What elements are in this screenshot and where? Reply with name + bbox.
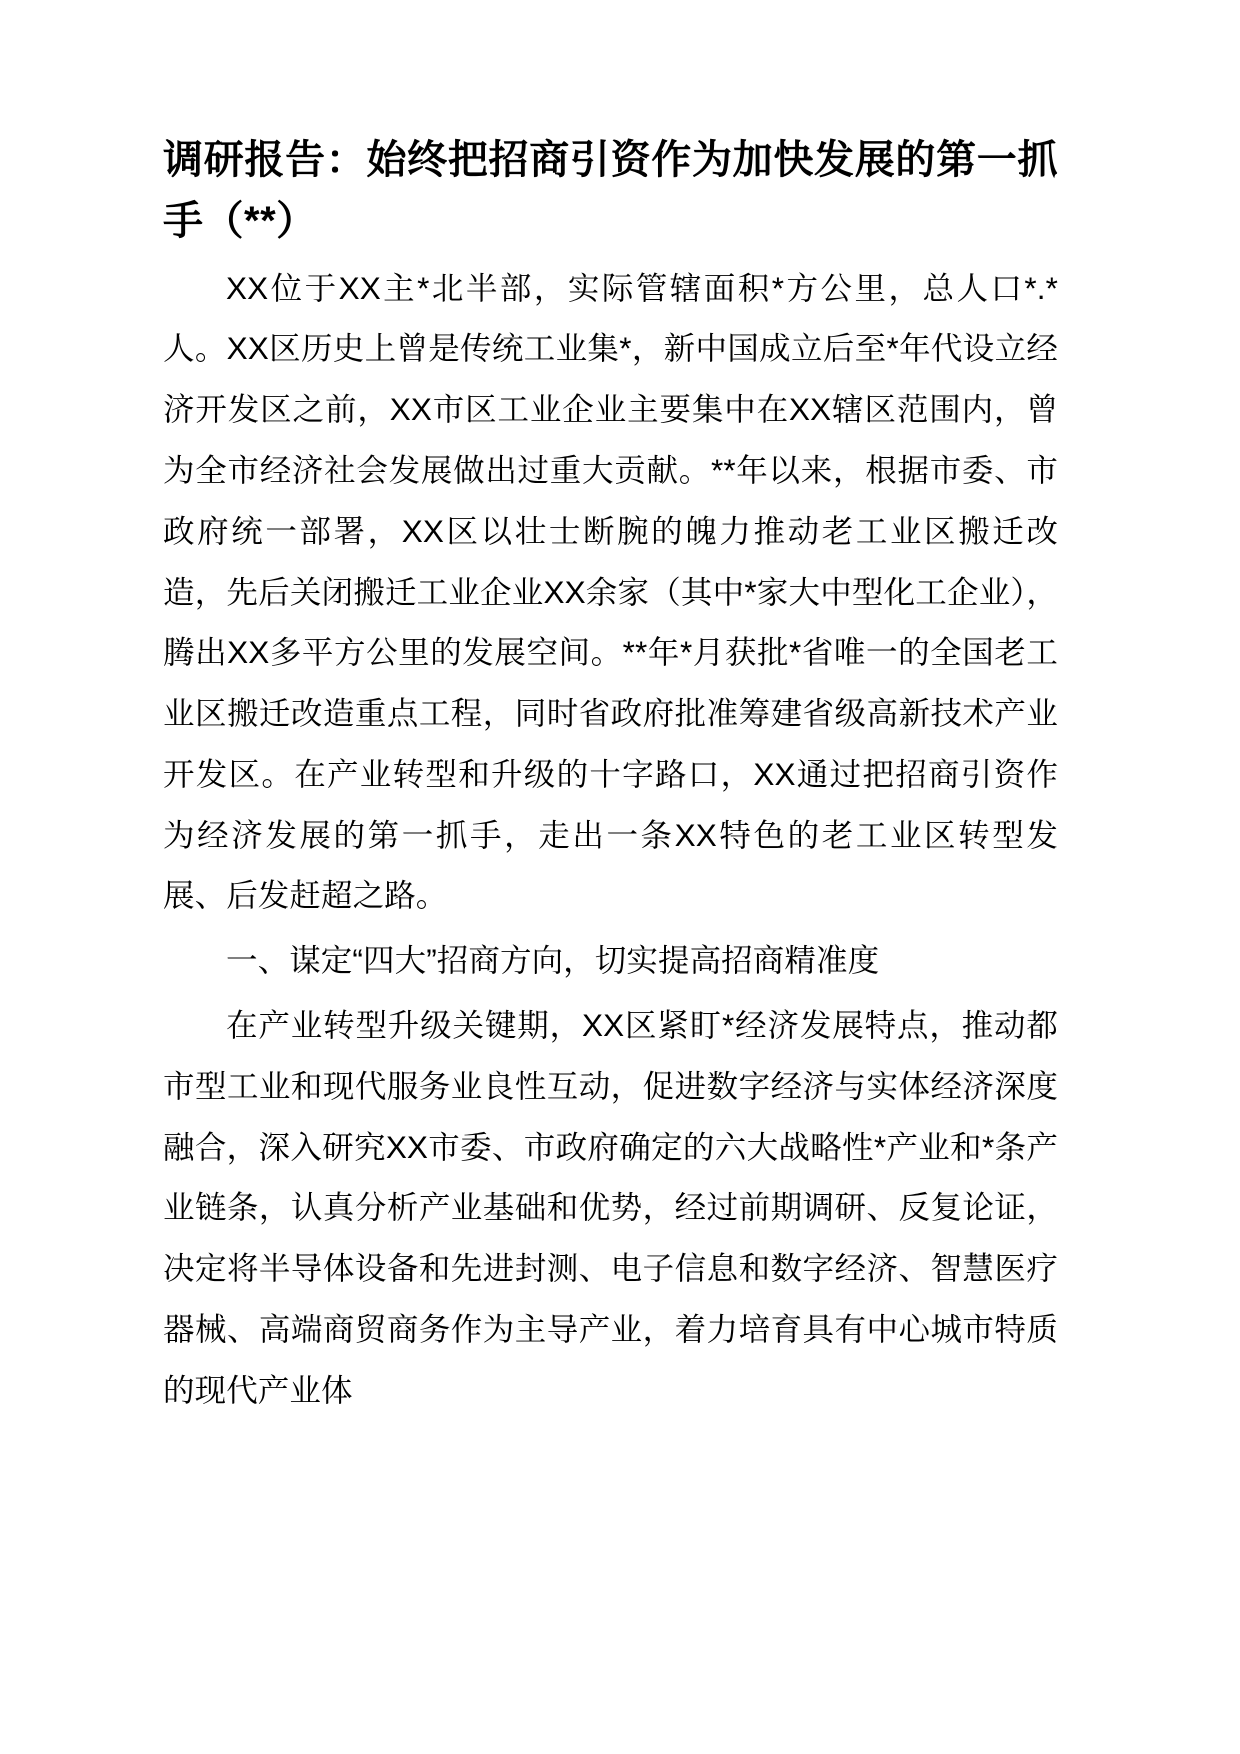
- page-body: [163, 130, 1058, 1420]
- paragraph-intro: XX位于XX主*北半部，实际管辖面积*方公里，总人口*.*人。XX区历史上曾是传统工业集*，新中国成立后至*年代设立经济开发区之前，XX市区工业企业主要集中在XX辖区范围内，曾为全市经济社会发展做出过重大贡献。**年以来，根据市委、市政府统一部署，XX区以壮士断腕的魄力推动老工业区搬迁改造，先后关闭搬迁工业企业XX余家（其中*家大中型化工企业），腾出XX多平方公里的发展空间。**年*月获批*省唯一的全国老工业区搬迁改造重点工程，同时省政府批准筹建省级高新技术产业开发区。在产业转型和升级的十字路口，XX通过把招商引资作为经济发展的第一抓手，走出一条XX特色的老工业区转型发展、后发赶超之路。: [163, 269, 1058, 914]
- page-title: 调研报告：始终把招商引资作为加快发展的第一抓手（**）: [163, 138, 1058, 243]
- paragraph-section-one-body: 在产业转型升级关键期，XX区紧盯*经济发展特点，推动都市型工业和现代服务业良性互动，促进数字经济与实体经济深度融合，深入研究XX市委、市政府确定的六大战略性*产业和*条产业链条，认真分析产业基础和优势，经过前期调研、反复论证，决定将半导体设备和先进封测、电子信息和数字经济、智慧医疗器械、高端商贸商务作为主导产业，着力培育具有中心城市特质的现代产业体: [163, 1006, 1058, 1408]
- section-heading-one: 一、谋定“四大”招商方向，切实提高招商精准度: [226, 942, 880, 979]
